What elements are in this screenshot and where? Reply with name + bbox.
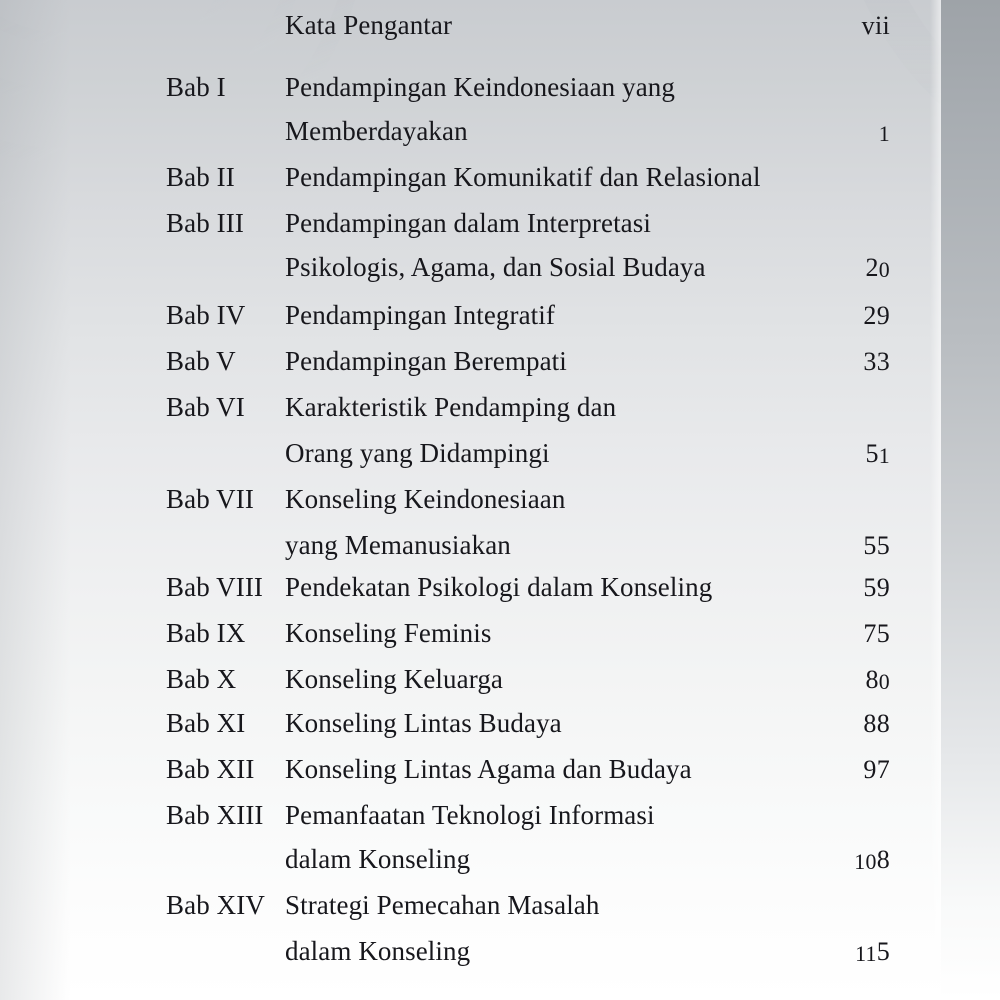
toc-leader-dots bbox=[498, 633, 818, 639]
toc-leader-dots bbox=[475, 131, 818, 137]
toc-chapter-label: Bab XII bbox=[166, 754, 255, 784]
toc-row[interactable] bbox=[166, 618, 890, 664]
toc-row[interactable] bbox=[166, 162, 890, 208]
toc-leader-dots bbox=[574, 361, 818, 367]
toc-leader-dots bbox=[569, 723, 818, 729]
toc-title-wrap bbox=[285, 72, 818, 103]
toc-leader-dots bbox=[557, 453, 818, 459]
toc-title-wrap bbox=[285, 484, 818, 515]
toc-page-number: 1 bbox=[878, 122, 890, 147]
toc-leader-dots bbox=[477, 951, 818, 957]
toc-page-number: 97 bbox=[863, 755, 890, 784]
toc-title-wrap bbox=[285, 936, 818, 967]
toc-page-number: 29 bbox=[863, 301, 890, 330]
toc-page-number: 115 bbox=[855, 937, 890, 967]
toc-page-number: 51 bbox=[865, 439, 890, 469]
toc-chapter-label: Bab VII bbox=[166, 484, 254, 514]
toc-entry-title: Pendampingan dalam Interpretasi bbox=[285, 208, 651, 238]
toc-chapter-label: Bab VIII bbox=[166, 572, 264, 602]
toc-title-wrap bbox=[285, 800, 818, 831]
toc-leader-dots bbox=[459, 25, 818, 31]
toc-chapter-label: Bab III bbox=[166, 208, 244, 238]
toc-row[interactable] bbox=[166, 890, 890, 936]
toc-chapter-label: Bab XIII bbox=[166, 800, 264, 830]
toc-entry-title: Orang yang Didampingi bbox=[285, 438, 550, 468]
toc-title-wrap bbox=[285, 754, 818, 785]
toc-row[interactable] bbox=[166, 252, 890, 298]
toc-title-wrap bbox=[285, 844, 818, 875]
toc-title-wrap bbox=[285, 708, 818, 739]
toc-title-wrap bbox=[285, 252, 818, 283]
toc-title-wrap bbox=[285, 116, 818, 147]
toc-entry-title: Pendampingan Integratif bbox=[285, 300, 555, 330]
toc-page-number: 59 bbox=[863, 573, 890, 602]
toc-page-number: 33 bbox=[863, 347, 890, 376]
toc-row[interactable] bbox=[166, 438, 890, 484]
toc-leader-dots bbox=[699, 769, 818, 775]
toc-page-number: 55 bbox=[863, 531, 890, 560]
toc-page-number: 88 bbox=[863, 709, 890, 738]
toc-entry-title: Strategi Pemecahan Masalah bbox=[285, 890, 600, 920]
toc-title-wrap bbox=[285, 530, 818, 561]
toc-leader-dots bbox=[477, 859, 818, 865]
toc-row[interactable] bbox=[166, 572, 890, 618]
toc-chapter-label: Bab X bbox=[166, 664, 237, 694]
toc-leader-dots bbox=[510, 679, 818, 685]
toc-entry-title: Pendampingan Komunikatif dan Relasional bbox=[285, 162, 761, 192]
toc-page-number: 75 bbox=[863, 619, 890, 648]
toc-row[interactable] bbox=[166, 300, 890, 346]
toc-title-wrap bbox=[285, 392, 818, 423]
toc-chapter-label: Bab IX bbox=[166, 618, 246, 648]
toc-entry-title: Memberdayakan bbox=[285, 116, 468, 146]
toc-entry-title: Pendampingan Keindonesiaan yang bbox=[285, 72, 675, 102]
toc-row[interactable] bbox=[166, 392, 890, 438]
toc-chapter-label: Bab VI bbox=[166, 392, 245, 422]
toc-row[interactable] bbox=[166, 844, 890, 890]
toc-row[interactable] bbox=[166, 754, 890, 800]
toc-entry-title: Konseling Keluarga bbox=[285, 664, 503, 694]
toc-chapter-label: Bab II bbox=[166, 162, 235, 192]
toc-chapter-label: Bab V bbox=[166, 346, 236, 376]
toc-row[interactable] bbox=[166, 10, 890, 56]
toc-row[interactable] bbox=[166, 936, 890, 982]
toc-entry-title: dalam Konseling bbox=[285, 936, 471, 966]
toc-entry-title: Konseling Lintas Agama dan Budaya bbox=[285, 754, 692, 784]
toc-title-wrap bbox=[285, 300, 818, 331]
toc-entry-title: yang Memanusiakan bbox=[285, 530, 511, 560]
toc-entry-title: Kata Pengantar bbox=[285, 10, 453, 40]
toc-chapter-label: Bab I bbox=[166, 72, 226, 102]
toc-page-number: 20 bbox=[865, 253, 890, 283]
toc-entry-title: Pendampingan Berempati bbox=[285, 346, 567, 376]
toc-row[interactable] bbox=[166, 664, 890, 710]
toc-row[interactable] bbox=[166, 800, 890, 846]
toc-page-number: 108 bbox=[854, 845, 890, 875]
toc-page-number: 80 bbox=[865, 665, 890, 695]
toc-entry-title: dalam Konseling bbox=[285, 844, 471, 874]
toc-row[interactable] bbox=[166, 484, 890, 530]
toc-row[interactable] bbox=[166, 208, 890, 254]
toc-title-wrap bbox=[285, 208, 818, 239]
toc-leader-dots bbox=[518, 545, 818, 551]
toc-title-wrap bbox=[285, 890, 818, 921]
toc-row[interactable] bbox=[166, 72, 890, 118]
toc-chapter-label: Bab IV bbox=[166, 300, 246, 330]
toc-entry-title: Konseling Lintas Budaya bbox=[285, 708, 562, 738]
toc-row[interactable] bbox=[166, 530, 890, 576]
toc-title-wrap bbox=[285, 10, 818, 41]
toc-entry-title: Karakteristik Pendamping dan bbox=[285, 392, 617, 422]
toc-entry-title: Pemanfaatan Teknologi Informasi bbox=[285, 800, 655, 830]
toc-title-wrap bbox=[285, 664, 818, 695]
toc-title-wrap bbox=[285, 162, 818, 193]
toc-row[interactable] bbox=[166, 116, 890, 162]
toc-leader-dots bbox=[562, 315, 818, 321]
toc-entry-title: Pendekatan Psikologi dalam Konseling bbox=[285, 572, 713, 602]
toc-title-wrap bbox=[285, 346, 818, 377]
toc-page-number: vii bbox=[861, 11, 890, 40]
toc-row[interactable] bbox=[166, 346, 890, 392]
toc-row[interactable] bbox=[166, 708, 890, 754]
toc-leader-dots bbox=[719, 587, 818, 593]
toc-entry-title: Psikologis, Agama, dan Sosial Budaya bbox=[285, 252, 706, 282]
toc-chapter-label: Bab XI bbox=[166, 708, 246, 738]
toc-entry-title: Konseling Keindonesiaan bbox=[285, 484, 566, 514]
toc-entry-title: Konseling Feminis bbox=[285, 618, 492, 648]
toc-title-wrap bbox=[285, 618, 818, 649]
toc-leader-dots bbox=[713, 267, 818, 273]
toc-title-wrap bbox=[285, 438, 818, 469]
toc-chapter-label: Bab XIV bbox=[166, 890, 265, 920]
toc-title-wrap bbox=[285, 572, 818, 603]
